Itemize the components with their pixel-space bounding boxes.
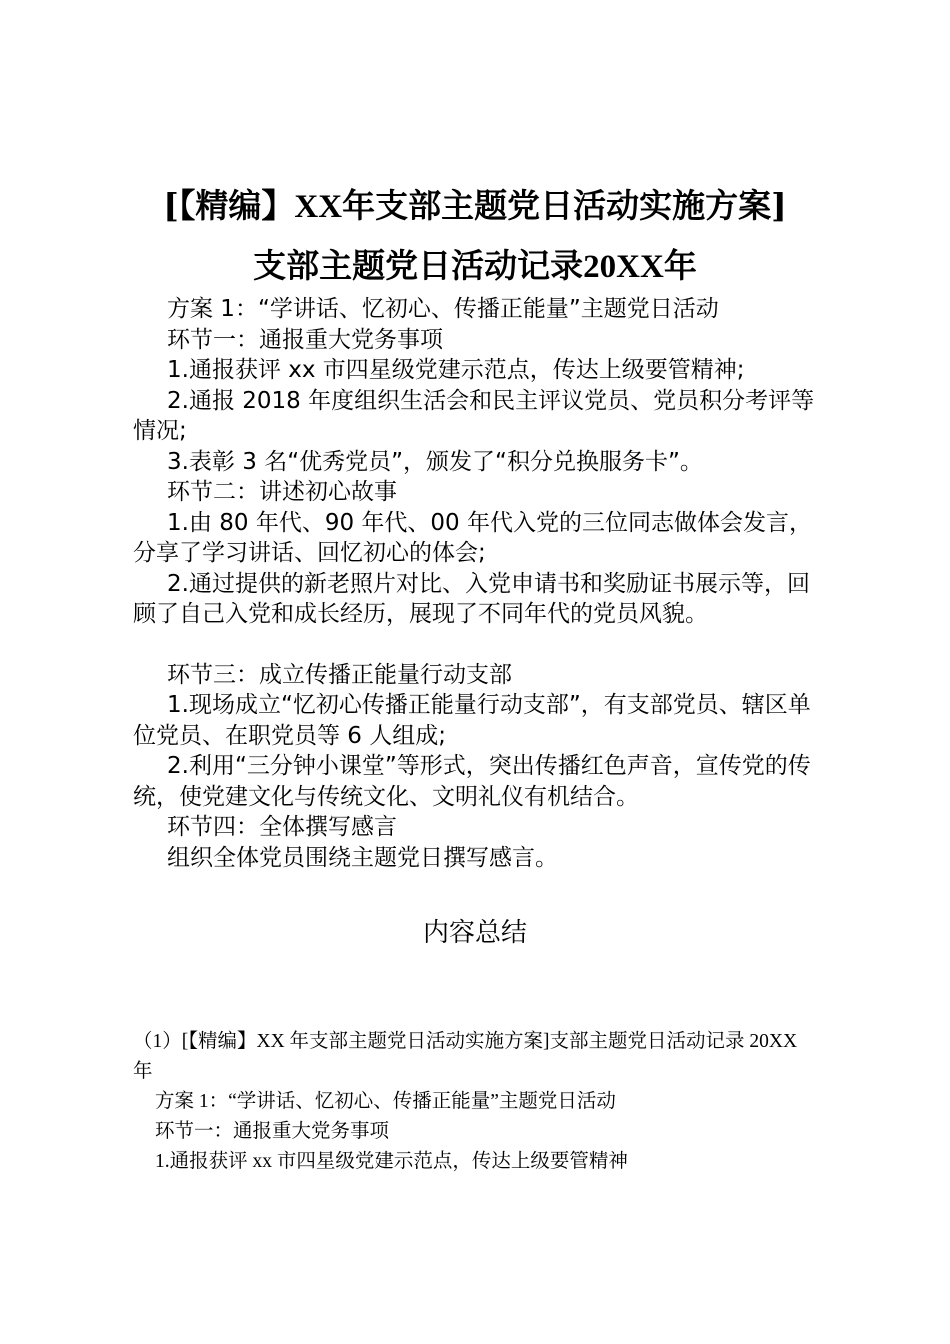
paragraph: 1.由 80 年代、90 年代、00 年代入党的三位同志做体会发言，分享了学习讲话、回忆初心的体会; bbox=[133, 509, 812, 566]
document-title-line-2 bbox=[0, 246, 950, 287]
summary-body bbox=[133, 1027, 813, 1177]
title-suffix: 年支部主题党日活动实施方案] bbox=[342, 186, 787, 225]
document-body bbox=[133, 294, 823, 873]
section-2-heading: 环节二：讲述初心故事 bbox=[167, 479, 397, 505]
section-4-heading: 环节四：全体撰写感言 bbox=[167, 814, 397, 840]
subtitle-year: 20XX bbox=[583, 249, 664, 285]
paragraph: 1.现场成立“忆初心传播正能量行动支部”，有支部党员、辖区单位党员、在职党员等 6 人组成; bbox=[133, 692, 811, 749]
summary-heading: 内容总结 bbox=[422, 918, 527, 948]
subtitle-prefix: 支部主题党日活动记录 bbox=[253, 246, 584, 285]
spacer bbox=[133, 630, 823, 660]
subtitle-suffix: 年 bbox=[663, 246, 697, 285]
section-1-heading: 环节一：通报重大党务事项 bbox=[167, 326, 443, 353]
summary-paragraph: 1.通报获评 xx 市四星级党建示范点，传达上级要管精神 bbox=[155, 1151, 628, 1172]
title-xx: XX bbox=[294, 189, 343, 225]
plan-heading: 方案 1：“学讲话、忆初心、传播正能量”主题党日活动 bbox=[167, 296, 719, 322]
paragraph: 2.利用“三分钟小课堂”等形式，突出传播红色声音，宣传党的传统，使党建文化与传统文化、文明礼仪有机结合。 bbox=[133, 753, 811, 810]
summary-paragraph: （1）[【精编】XX 年支部主题党日活动实施方案]支部主题党日活动记录 20XX 年 bbox=[133, 1031, 798, 1082]
section-3-heading: 环节三：成立传播正能量行动支部 bbox=[167, 661, 512, 688]
summary-paragraph: 环节一：通报重大党务事项 bbox=[155, 1121, 390, 1142]
summary-paragraph: 方案 1：“学讲话、忆初心、传播正能量”主题党日活动 bbox=[155, 1091, 616, 1112]
paragraph: 3.表彰 3 名“优秀党员”，颁发了“积分兑换服务卡”。 bbox=[167, 448, 703, 475]
paragraph: 2.通过提供的新老照片对比、入党申请书和奖励证书展示等，回顾了自己入党和成长经历，展现了不同年代的党员风貌。 bbox=[133, 570, 810, 627]
paragraph: 1.通报获评 xx 市四星级党建示范点，传达上级要管精神; bbox=[167, 357, 745, 383]
title-prefix: [【精编】 bbox=[163, 186, 295, 225]
document-title-line-1 bbox=[0, 186, 950, 227]
paragraph: 组织全体党员围绕主题党日撰写感言。 bbox=[167, 844, 558, 871]
paragraph: 2.通报 2018 年度组织生活会和民主评议党员、党员积分考评等情况; bbox=[133, 387, 815, 444]
